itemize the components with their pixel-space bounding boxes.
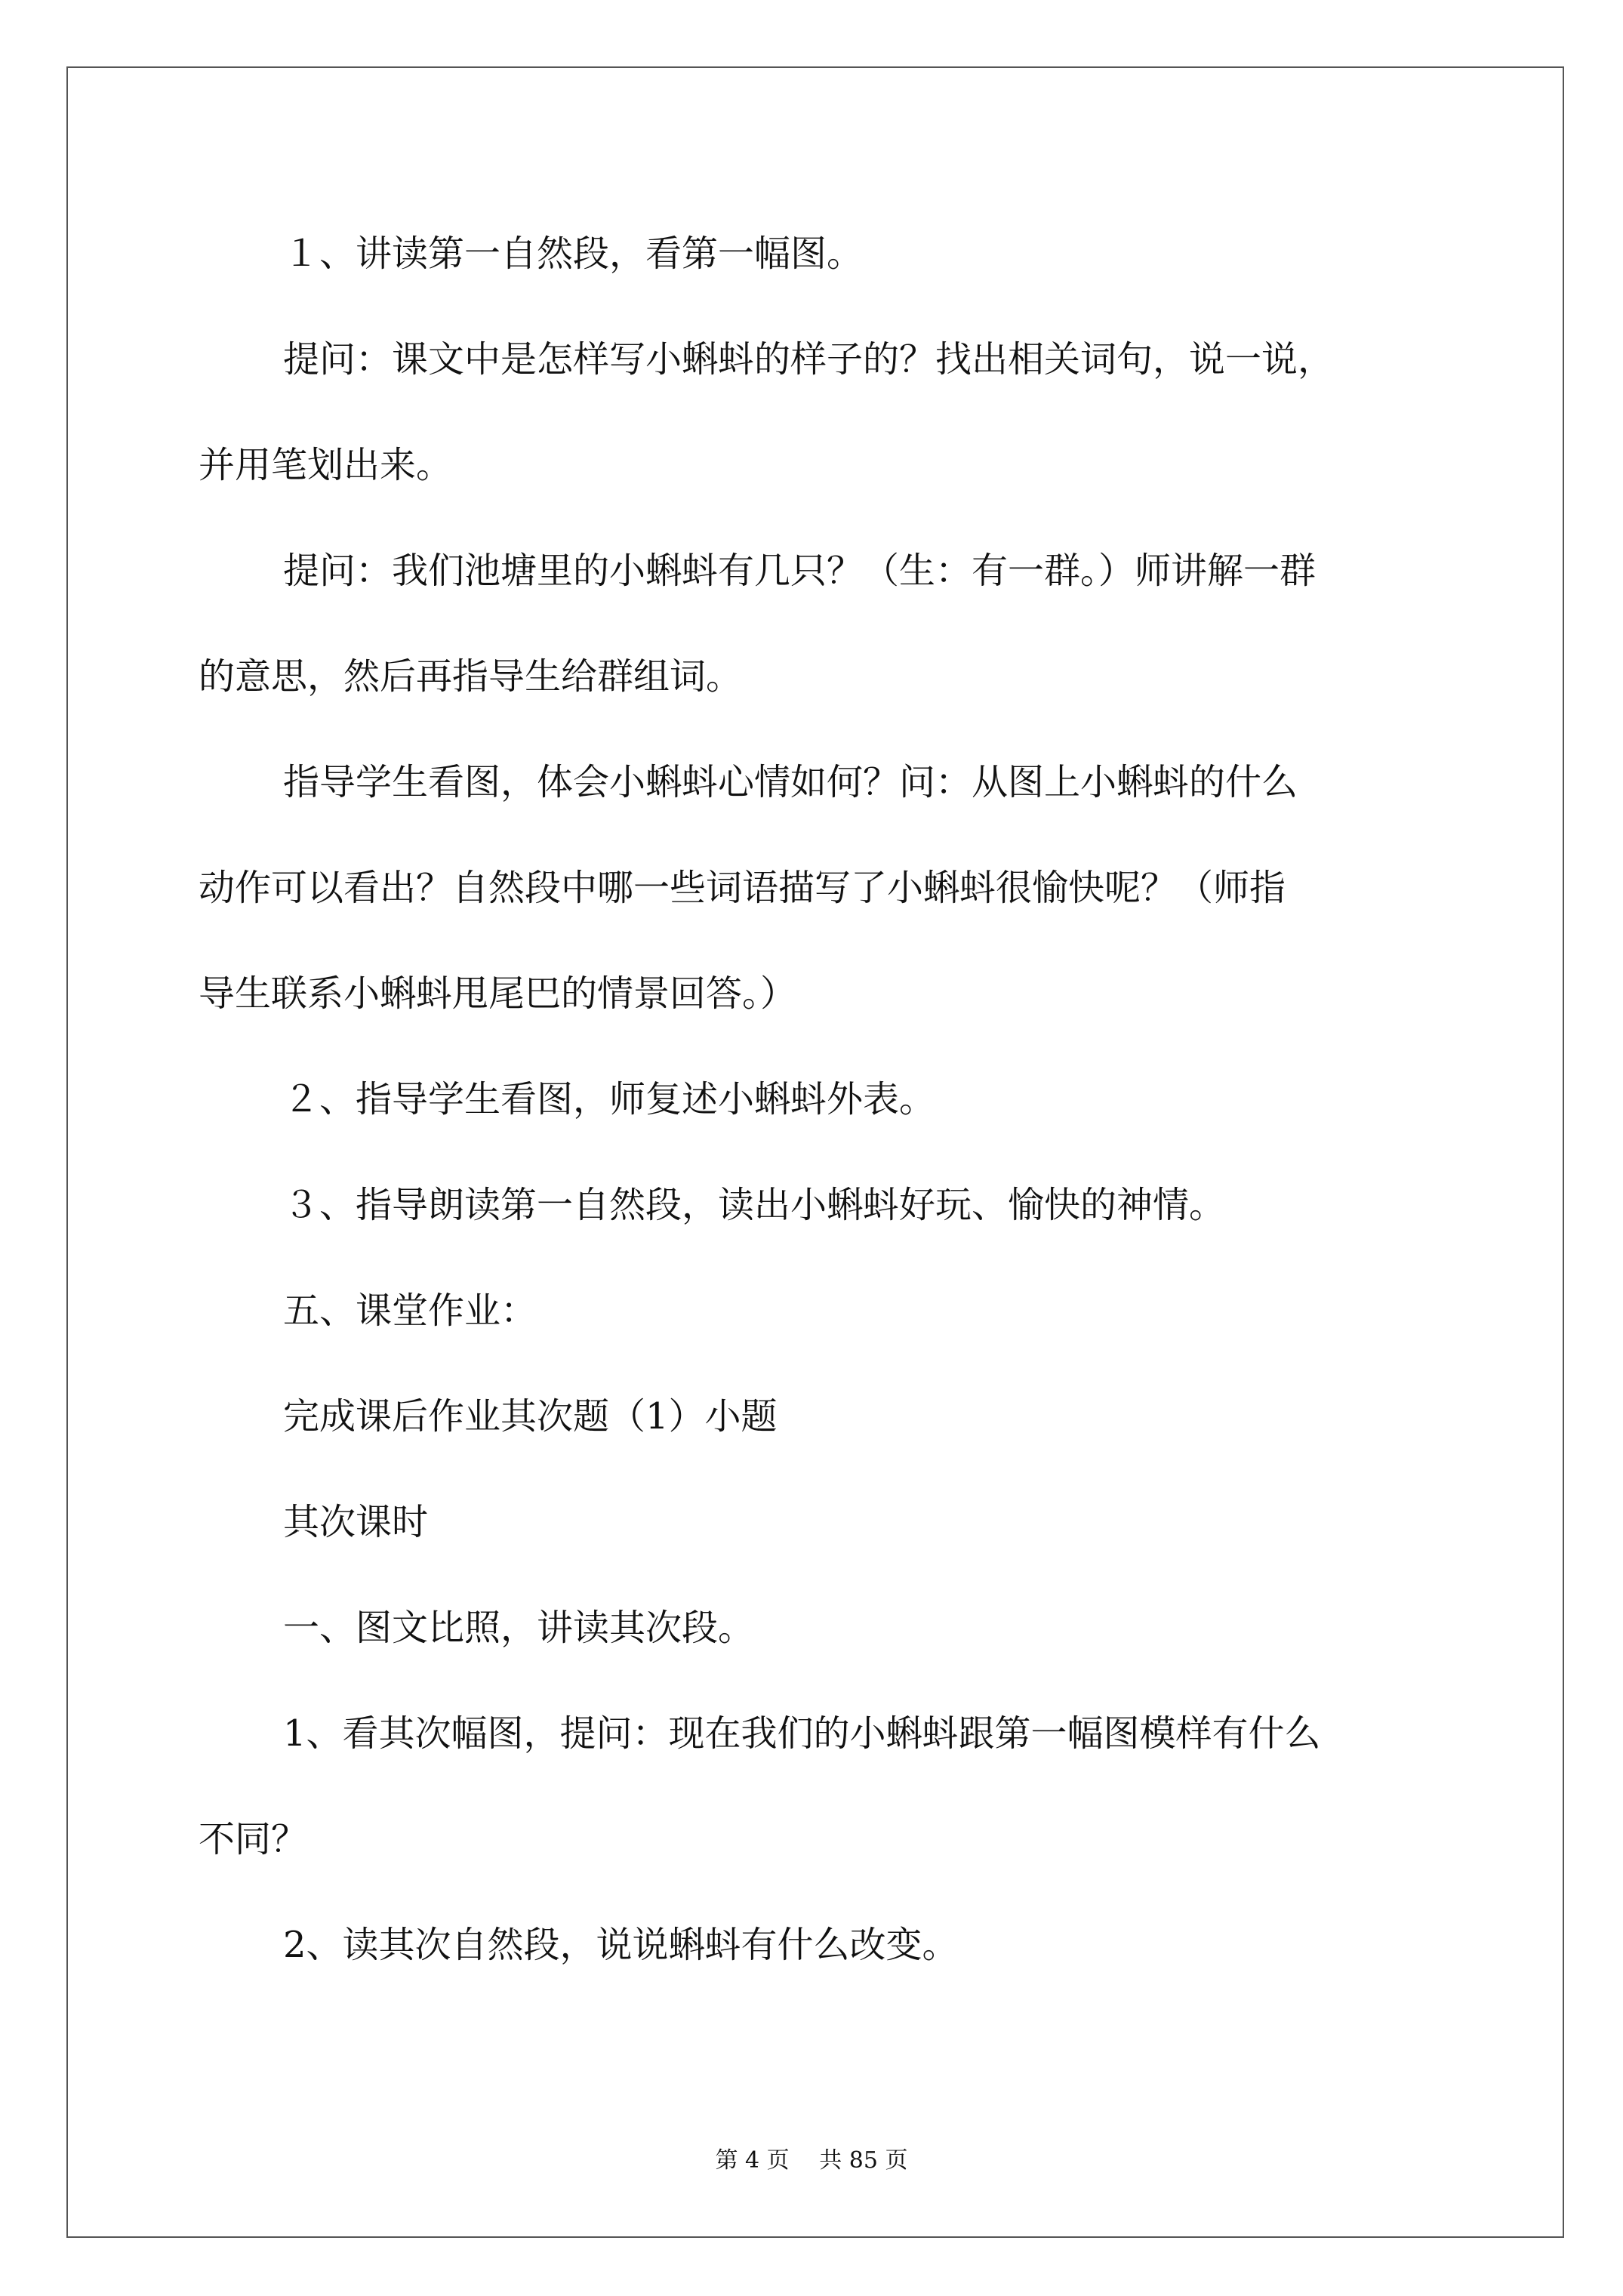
text-line-13: 其次课时 — [283, 1501, 429, 1543]
text-line-9: ２、指导学生看图，师复述小蝌蚪外表。 — [283, 1078, 936, 1120]
page-border — [66, 66, 1564, 2238]
text-line-15: 1、看其次幅图，提问：现在我们的小蝌蚪跟第一幅图模样有什么 — [283, 1712, 1321, 1755]
text-line-12: 完成课后作业其次题（1）小题 — [283, 1395, 778, 1438]
text-line-11: 五、课堂作业： — [283, 1290, 537, 1332]
text-line-17: 2、读其次自然段，说说蝌蚪有什么改变。 — [283, 1924, 959, 1966]
text-line-1: １、讲读第一自然段，看第一幅图。 — [283, 233, 864, 275]
text-line-14: 一、图文比照，讲读其次段。 — [283, 1607, 755, 1649]
text-line-8: 导生联系小蝌蚪甩尾巴的情景回答。） — [199, 972, 797, 1015]
text-line-10: ３、指导朗读第一自然段，读出小蝌蚪好玩、愉快的神情。 — [283, 1184, 1226, 1226]
text-line-2: 提问：课文中是怎样写小蝌蚪的样子的？找出相关词句，说一说， — [283, 338, 1335, 381]
text-line-6: 指导学生看图，体会小蝌蚪心情如何？问：从图上小蝌蚪的什么 — [283, 761, 1298, 803]
text-line-7: 动作可以看出？自然段中哪一些词语描写了小蝌蚪很愉快呢？（师指 — [199, 867, 1286, 909]
text-line-4: 提问：我们池塘里的小蝌蚪有几只？（生：有一群。）师讲解一群 — [283, 550, 1317, 592]
page-number-footer: 第 4 页 共 85 页 — [715, 2147, 908, 2174]
text-line-5: 的意思，然后再指导生给群组词。 — [199, 655, 743, 698]
text-line-3: 并用笔划出来。 — [199, 444, 453, 486]
text-line-16: 不同？ — [199, 1818, 308, 1860]
